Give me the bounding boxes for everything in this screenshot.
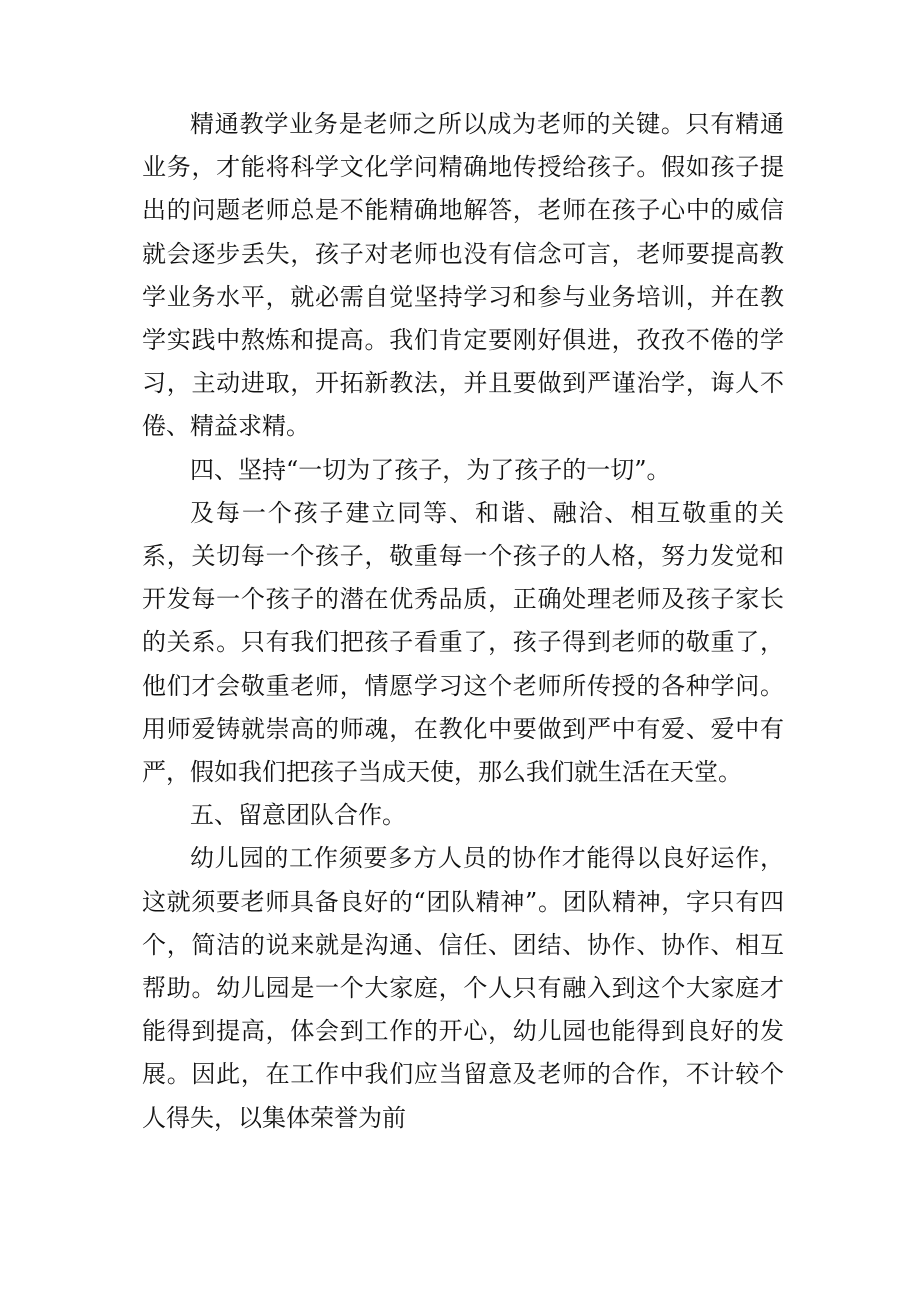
paragraph-business-mastery: 精通教学业务是老师之所以成为老师的关键。只有精通业务，才能将科学文化学问精确地传授给孩子。假如孩子提出的问题老师总是不能精确地解答，老师在孩子心中的威信就会逐步丢失，孩子对老师也没有信念可言，老师要提高教学业务水平，就必需自觉坚持学习和参与业务培训，并在教学实践中熬炼和提高。我们肯定要刚好俱进，孜孜不倦的学习，主动进取，开拓新教法，并且要做到严谨治学，诲人不倦、精益求精。 bbox=[142, 110, 784, 441]
heading-section-five: 五、留意团队合作。 bbox=[190, 801, 406, 830]
paragraph-teamwork: 幼儿园的工作须要多方人员的协作才能得以良好运作，这就须要老师具备良好的“团队精神”。团队精神，字只有四个，简洁的说来就是沟通、信任、团结、协作、协作、相互帮助。幼儿园是一个大家庭，个人只有融入到这个大家庭才能得到提高，体会到工作的开心，幼儿园也能得到良好的发展。因此，在工作中我们应当留意及老师的合作，不计较个人得失，以集体荣誉为前 bbox=[142, 844, 784, 1132]
paragraph-respect-children: 及每一个孩子建立同等、和谐、融洽、相互敬重的关系，关切每一个孩子，敬重每一个孩子的人格，努力发觉和开发每一个孩子的潜在优秀品质，正确处理老师及孩子家长的关系。只有我们把孩子看重了，孩子得到老师的敬重了，他们才会敬重老师，情愿学习这个老师所传授的各种学问。用师爱铸就崇高的师魂，在教化中要做到严中有爱、爱中有严，假如我们把孩子当成天使，那么我们就生活在天堂。 bbox=[142, 498, 784, 787]
document-body bbox=[142, 103, 784, 1140]
heading-section-four: 四、坚持“一切为了孩子，为了孩子的一切”。 bbox=[190, 455, 671, 484]
